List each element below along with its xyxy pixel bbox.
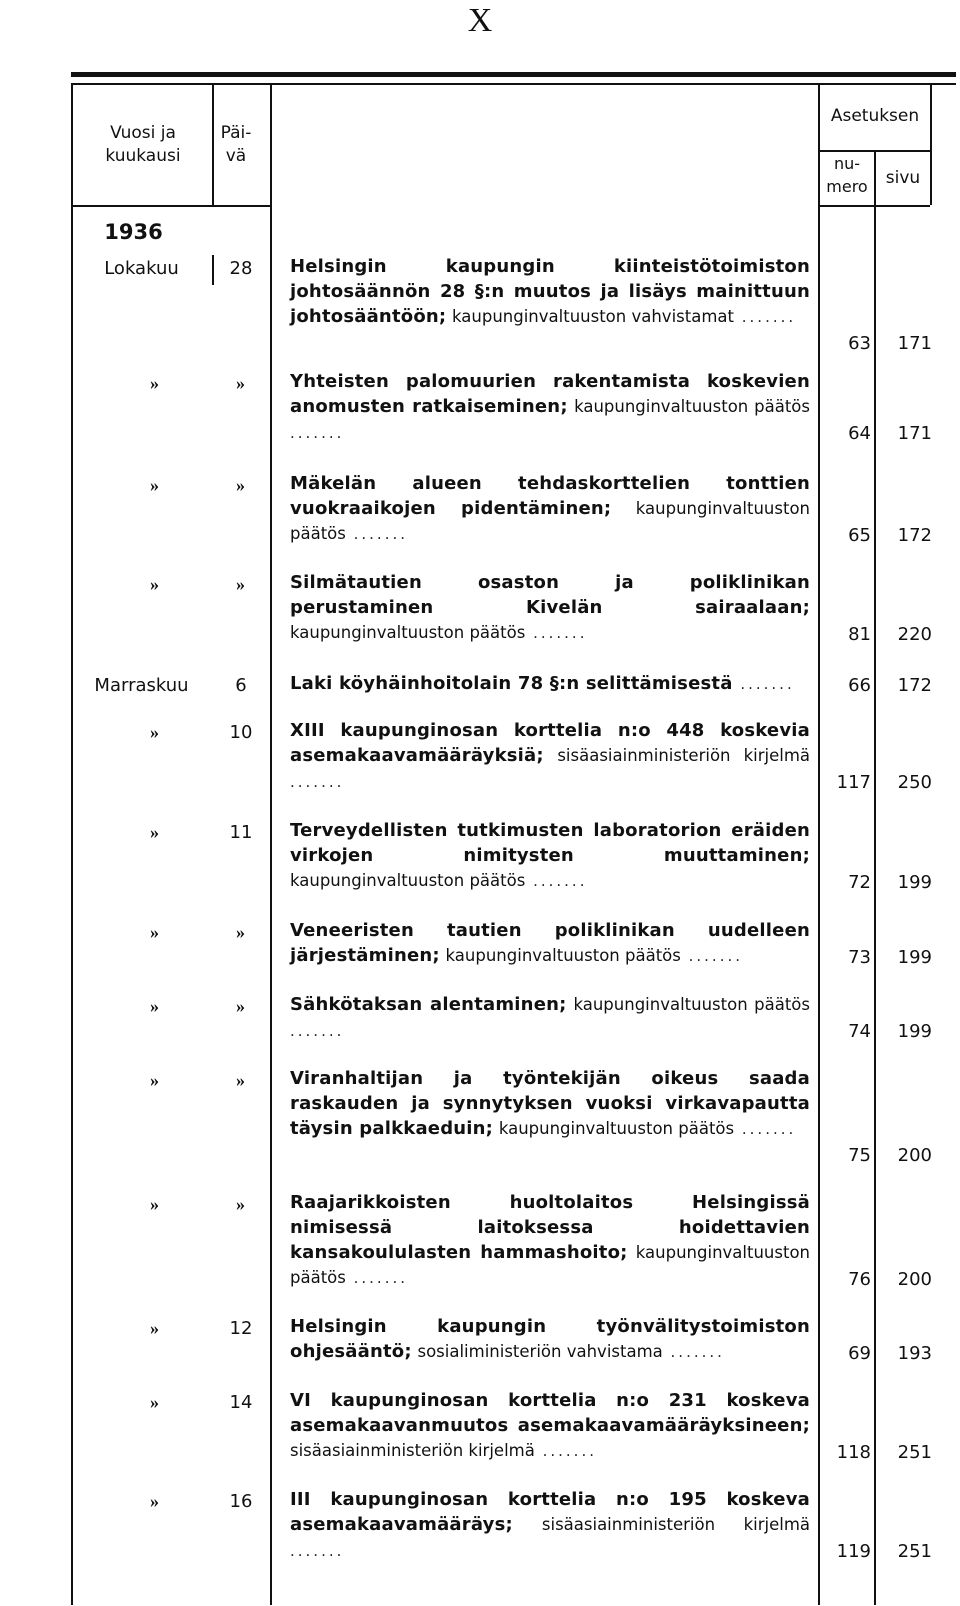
dot-leader: ....... bbox=[732, 675, 795, 693]
entry-decree-number: 65 bbox=[848, 525, 871, 546]
entry-page: 171 bbox=[897, 423, 932, 444]
entry-source: sisäasiainministeriön kirjelmä bbox=[541, 1515, 810, 1534]
entry-source: sisäasiainministeriön kirjelmä bbox=[290, 1441, 535, 1460]
entry-title bbox=[290, 992, 810, 1044]
entry-day: » bbox=[236, 996, 245, 1016]
dot-leader: ....... bbox=[734, 308, 797, 326]
header-bottom-left bbox=[71, 205, 270, 207]
entry-subject: Silmätautien osaston ja poliklinikan perustaminen Kivelän sairaalaan; bbox=[290, 572, 810, 618]
entry-month: » bbox=[150, 1491, 159, 1511]
entry-page: 199 bbox=[897, 947, 932, 968]
entry-page: 251 bbox=[897, 1541, 932, 1562]
entry-subject: Viranhaltijan ja työntekijän oikeus saada raskauden ja synnytyksen vuoksi virkavapautta täysin palkkaeduin; bbox=[290, 1068, 810, 1139]
entry-day: » bbox=[236, 1194, 245, 1214]
entry-page: 250 bbox=[897, 772, 932, 793]
entry-source: kaupunginvaltuuston päätös bbox=[290, 623, 526, 642]
entry-title bbox=[290, 818, 810, 894]
entry-month: Marraskuu bbox=[94, 675, 189, 696]
entry-source: kaupunginvaltuuston päätös bbox=[290, 871, 526, 890]
entry-subject: Helsingin kaupungin työnvälitystoimiston ohjesääntö; bbox=[290, 1316, 810, 1362]
entry-month: » bbox=[150, 1070, 159, 1090]
entry-day: » bbox=[236, 1070, 245, 1090]
entry-decree-number: 72 bbox=[848, 872, 871, 893]
entry-page: 200 bbox=[897, 1145, 932, 1166]
entry-month: » bbox=[150, 373, 159, 393]
entry-page: 200 bbox=[897, 1269, 932, 1290]
entry-subject: Yhteisten palomuurien rakentamista koskevien anomusten ratkaiseminen; bbox=[290, 371, 810, 417]
column-divider-number bbox=[818, 85, 820, 1605]
dot-leader: ....... bbox=[525, 872, 588, 890]
entry-decree-number: 73 bbox=[848, 947, 871, 968]
dot-leader: ....... bbox=[290, 424, 345, 442]
entry-page: 172 bbox=[897, 675, 932, 696]
entry-month: » bbox=[150, 1392, 159, 1412]
entry-day: 12 bbox=[229, 1318, 253, 1339]
header-number: nu-mero bbox=[826, 154, 868, 196]
entry-month: » bbox=[150, 722, 159, 742]
entry-day: 11 bbox=[229, 822, 253, 843]
year-label: 1936 bbox=[104, 220, 163, 244]
entry-subject: Veneeristen tautien poliklinikan uudelleen järjestäminen; bbox=[290, 920, 810, 966]
column-divider-right bbox=[930, 85, 932, 205]
entry-subject: Raajarikkoisten huoltolaitos Helsingissä nimisessä laitoksessa hoidettavien kansakoululasten hammashoito; bbox=[290, 1192, 810, 1263]
entry-title bbox=[290, 1314, 810, 1365]
entry-day: 14 bbox=[229, 1392, 253, 1413]
entry-day: 10 bbox=[229, 722, 253, 743]
entry-subject: Helsingin kaupungin kiinteistötoimiston johtosäännön 28 §:n muutos ja lisäys mainittuun johtosääntöön; bbox=[290, 256, 810, 327]
entry-page: 199 bbox=[897, 1021, 932, 1042]
entry-source: sisäasiainministeriön kirjelmä bbox=[557, 746, 810, 765]
entry-page: 220 bbox=[897, 624, 932, 645]
entry-title bbox=[290, 570, 810, 646]
entry-page: 193 bbox=[897, 1343, 932, 1364]
entry-source: kaupunginvaltuuston päätös bbox=[574, 397, 810, 416]
dot-leader: ....... bbox=[734, 1120, 797, 1138]
entry-page: 171 bbox=[897, 333, 932, 354]
entry-month: » bbox=[150, 475, 159, 495]
entry-decree-number: 119 bbox=[836, 1541, 871, 1562]
entry-source: kaupunginvaltuuston päätös bbox=[445, 946, 681, 965]
entry-decree-number: 69 bbox=[848, 1343, 871, 1364]
entry-decree-number: 66 bbox=[848, 675, 871, 696]
entry-day: 6 bbox=[235, 675, 247, 696]
dot-leader: ....... bbox=[662, 1343, 725, 1361]
entry-decree-number: 81 bbox=[848, 624, 871, 645]
entry-page: 172 bbox=[897, 525, 932, 546]
entry-decree-number: 118 bbox=[836, 1442, 871, 1463]
entry-title bbox=[290, 1487, 810, 1564]
entry-source: sosialiministeriön vahvistama bbox=[417, 1342, 663, 1361]
entry-month: » bbox=[150, 922, 159, 942]
entry-month: » bbox=[150, 822, 159, 842]
entry-month: » bbox=[150, 996, 159, 1016]
entry-subject: Mäkelän alueen tehdaskorttelien tonttien vuokraaikojen pidentäminen; bbox=[290, 473, 810, 519]
entry-day: » bbox=[236, 922, 245, 942]
entry-title bbox=[290, 1190, 810, 1291]
column-divider-month bbox=[71, 85, 73, 1605]
entry-subject: XIII kaupunginosan korttelia n:o 448 koskevia asemakaavamääräyksiä; bbox=[290, 720, 810, 766]
entry-title bbox=[290, 671, 810, 697]
entry-title bbox=[290, 718, 810, 795]
entry-decree-number: 63 bbox=[848, 333, 871, 354]
entry-decree-number: 75 bbox=[848, 1145, 871, 1166]
dot-leader: ....... bbox=[290, 1022, 345, 1040]
entry-title bbox=[290, 918, 810, 969]
entry-subject: Sähkötaksan alentaminen; bbox=[290, 994, 567, 1015]
entry-decree-number: 117 bbox=[836, 772, 871, 793]
entry-decree-number: 64 bbox=[848, 423, 871, 444]
entry-month: Lokakuu bbox=[104, 258, 179, 279]
entry-month: » bbox=[150, 574, 159, 594]
dot-leader: ....... bbox=[290, 1542, 345, 1560]
dot-leader: ....... bbox=[680, 947, 744, 965]
header-year-month: Vuosi ja kuukausi bbox=[105, 123, 181, 166]
entry-subject: VI kaupunginosan korttelia n:o 231 koskeva asemakaavanmuutos asemakaavamääräyksineen; bbox=[290, 1390, 810, 1436]
entry-day: 16 bbox=[229, 1491, 253, 1512]
entry-decree-number: 76 bbox=[848, 1269, 871, 1290]
entry-title bbox=[290, 1388, 810, 1464]
column-divider-subject bbox=[270, 85, 272, 1605]
entry-title bbox=[290, 471, 810, 547]
entry-day: » bbox=[236, 373, 245, 393]
dot-leader: ....... bbox=[345, 525, 409, 543]
dot-leader: ....... bbox=[290, 773, 345, 791]
entry-source: kaupunginvaltuuston päätös bbox=[498, 1119, 735, 1138]
entry-source: kaupunginvaltuuston päätös bbox=[290, 1243, 810, 1287]
entry-subject: Terveydellisten tutkimusten laboratorion eräiden virkojen nimitysten muuttaminen; bbox=[290, 820, 810, 866]
entry-day: » bbox=[236, 475, 245, 495]
header-day: Päi-vä bbox=[220, 123, 252, 166]
header-bottom-right bbox=[818, 205, 930, 207]
entry-title bbox=[290, 369, 810, 446]
entry-title bbox=[290, 1066, 810, 1142]
entry-month: » bbox=[150, 1194, 159, 1214]
entry-page: 199 bbox=[897, 872, 932, 893]
header-decree: Asetuksen bbox=[830, 106, 920, 126]
header-rule bbox=[71, 83, 956, 85]
entry-month: » bbox=[150, 1318, 159, 1338]
top-rule bbox=[71, 72, 956, 77]
entry-source: kaupunginvaltuuston päätös bbox=[573, 995, 810, 1014]
entry-day: » bbox=[236, 574, 245, 594]
entry-decree-number: 74 bbox=[848, 1021, 871, 1042]
header-page: sivu bbox=[885, 168, 921, 188]
entry-title bbox=[290, 254, 810, 330]
entry-subject: III kaupunginosan korttelia n:o 195 koskeva asemakaavamääräys; bbox=[290, 1489, 810, 1535]
entry-source: kaupunginvaltuuston vahvistamat bbox=[452, 307, 734, 326]
dot-leader: ....... bbox=[525, 624, 588, 642]
entry-subject: Laki köyhäinhoitolain 78 §:n selittämisestä bbox=[290, 673, 733, 694]
column-divider-day bbox=[212, 85, 214, 205]
dot-leader: ....... bbox=[534, 1442, 597, 1460]
entry-source: kaupunginvaltuuston päätös bbox=[290, 499, 810, 543]
entry-page: 251 bbox=[897, 1442, 932, 1463]
dot-leader: ....... bbox=[345, 1269, 409, 1287]
page-number: X bbox=[467, 2, 493, 39]
column-divider-page bbox=[874, 152, 876, 1605]
entry-day: 28 bbox=[229, 258, 253, 279]
